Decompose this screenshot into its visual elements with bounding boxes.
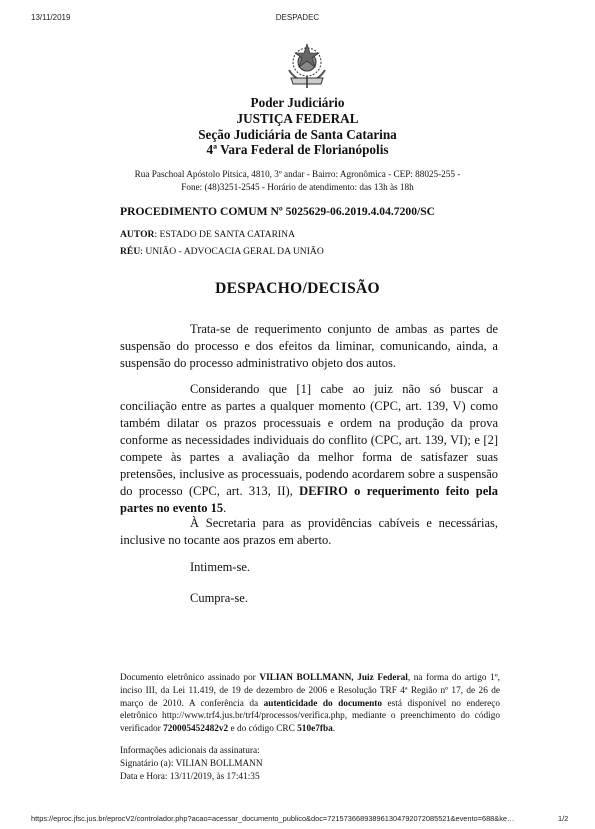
print-footer	[0, 814, 595, 826]
print-header	[0, 13, 595, 25]
intimem-text: Intimem-se.	[190, 560, 251, 574]
court-branch: Poder Judiciário	[250, 95, 345, 110]
sig-text-5: .	[332, 724, 336, 735]
authenticity-label: autenticidade do documento	[263, 698, 383, 709]
paragraph-request	[120, 321, 498, 372]
sig-text-3: está disponível no endereço eletrônico http://www.trf4.jus.br/trf4/processos/verifica.php, mediante o preenchimento do código verificador	[120, 698, 500, 735]
court-section: Seção Judiciária de Santa Catarina	[198, 126, 397, 142]
court-address	[0, 168, 595, 194]
autor-label: AUTOR	[120, 229, 155, 240]
print-url: https://eproc.jfsc.jus.br/eprocV2/controlador.php?acao=acessar_documento_publico&doc=721573668938961304792072085521&evento=688&ke…	[31, 814, 515, 823]
sig-text-1: Documento eletrônico assinado por	[120, 673, 260, 683]
signatory: Signatário (a): VILIAN BOLLMANN	[120, 758, 263, 769]
procedure-number: PROCEDIMENTO COMUM Nº 5025629-06.2019.4.04.7200/SC	[120, 205, 436, 218]
signature-datetime: Data e Hora: 13/11/2019, às 17:41:35	[120, 771, 260, 782]
paragraph-request-text: Trata-se de requerimento conjunto de ambas as partes de suspensão do processo e dos efeitos da liminar, comunicando, ainda, a suspensão do processo administrativo objeto dos autos.	[120, 322, 498, 370]
crc-code: 510e7fba	[297, 724, 333, 735]
print-date: 13/11/2019	[31, 13, 71, 22]
court-heading	[0, 95, 595, 158]
signature-block	[120, 672, 500, 736]
paragraph-considering-text: Considerando que [1] cabe ao juiz não só buscar a conciliação entre as partes a qualquer momento (CPC, art. 139, V) como também dilatar os prazos processuais e ordem na produção da prova conforme as necessidades individuais do conflito (CPC, art. 139, VI); e [2] compete às partes a avaliação da melhor forma de satisfazer suas pretensões, inclusive as processuais, podendo acordarem sobre a suspensão do processo (CPC, art. 313, II),	[120, 382, 498, 498]
reu-label: RÉU	[120, 246, 141, 257]
sig-text-2: , na forma do artigo 1º, inciso III, da Lei 11.419, de 19 de dezembro de 2006 e Resolução TRF 4ª Região nº 17, de 26 de março de 2010. A conferência da	[120, 673, 500, 709]
coat-of-arms-icon	[283, 40, 331, 90]
reu-value: : UNIÃO - ADVOCACIA GERAL DA UNIÃO	[140, 246, 324, 257]
address-line-2: Fone: (48)3251-2545 - Horário de atendimento: das 13h às 18h	[181, 182, 414, 192]
signature-info-title: Informações adicionais da assinatura:	[120, 746, 260, 756]
sig-text-4: e do código CRC	[228, 724, 298, 735]
court-vara: 4ª Vara Federal de Florianópolis	[206, 142, 389, 158]
document-title: DESPACHO/DECISÃO	[215, 280, 380, 297]
signature-info	[120, 745, 500, 783]
paragraph-secretaria-text: À Secretaria para as providências cabíveis e necessárias, inclusive no tocante aos prazos em aberto.	[120, 516, 498, 547]
paragraph-considering	[120, 381, 498, 517]
autor-value: : ESTADO DE SANTA CATARINA	[154, 229, 296, 240]
cumpra-text: Cumpra-se.	[190, 591, 248, 605]
paragraph-considering-end: .	[223, 501, 227, 515]
print-title: DESPADEC	[275, 13, 320, 22]
signer-name: VILIAN BOLLMANN, Juiz Federal	[259, 673, 408, 683]
verification-code: 720005452482v2	[163, 724, 229, 735]
paragraph-secretaria	[120, 515, 498, 549]
page-number: 1/2	[558, 814, 569, 823]
party-autor	[120, 229, 295, 240]
court-justice: JUSTIÇA FEDERAL	[236, 110, 359, 126]
address-line-1: Rua Paschoal Apóstolo Pitsica, 4810, 3º andar - Bairro: Agronômica - CEP: 88025-255 -	[134, 169, 461, 179]
decision-bold: DEFIRO o requerimento feito pela partes no evento 15	[120, 484, 498, 515]
party-reu	[120, 246, 324, 257]
